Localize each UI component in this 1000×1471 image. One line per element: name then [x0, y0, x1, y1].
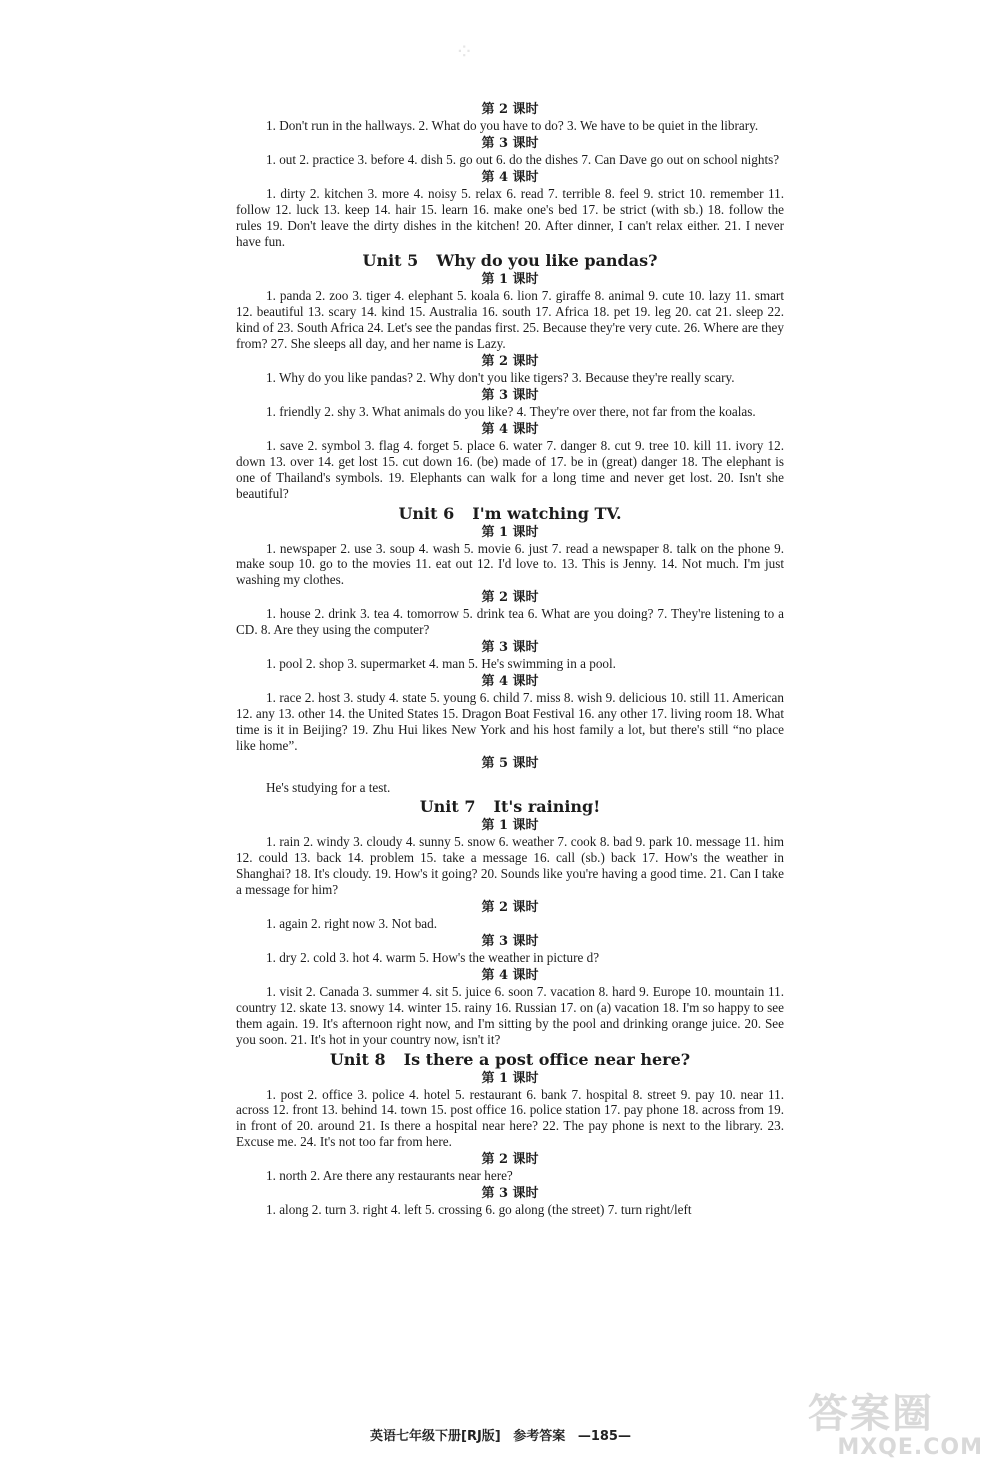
watermark-logo-text: 答案圈	[808, 1391, 934, 1437]
answer-text: 1. out 2. practice 3. before 4. dish 5. go out 6. do the dishes 7. Can Dave go out on school nights?	[266, 151, 780, 167]
footer-label: 参考答案	[513, 1429, 566, 1444]
lesson-heading: 第 3 课时	[481, 1186, 539, 1202]
lesson-heading: 第 4 课时	[481, 169, 539, 185]
answer-text: 1. visit 2. Canada 3. summer 4. sit 5. juice 6. soon 7. vacation 8. hard 9. Europe 10. mountain 11. country 12. skate 13. snowy 14. winter 15. rainy 16. Russian 17. on (a) vacation 18. I'm so happy to see them again. 19. It's afternoon right now, and I'm sitting by the pool and drinking orange juice. 20. See you soon. 21. It's hot in your country now, isn't it?	[236, 983, 784, 1047]
lesson-heading: 第 4 课时	[481, 673, 539, 689]
faint-stamp-mark: ⁘	[455, 40, 474, 65]
answer-text: 1. race 2. host 3. study 4. state 5. young 6. child 7. miss 8. wish 9. delicious 10. still 11. American 12. any 13. other 14. the United States 15. Dragon Boat Festival 16. any other 17. living room 18. What time is it in Beijing? 19. Zhu Hui likes New York and his host family a lot, but there's still “no place like home”.	[236, 689, 784, 753]
lesson-heading: 第 3 课时	[481, 387, 539, 403]
lesson-heading: 第 2 课时	[481, 590, 539, 606]
lesson-heading: 第 4 课时	[481, 421, 539, 437]
answer-text: 1. rain 2. windy 3. cloudy 4. sunny 5. snow 6. weather 7. cook 8. bad 9. park 10. message 11. him 12. could 13. back 14. problem 15. take a message 16. call (sb.) back 17. How's the weather in Shanghai? 18. It's cloudy. 19. How's it going? 20. Sounds like you're having a good time. 21. Can I take a message for him?	[236, 834, 784, 898]
page-footer	[370, 1425, 639, 1444]
answer-text: 1. newspaper 2. use 3. soup 4. wash 5. movie 6. just 7. read a newspaper 8. talk on the phone 9. make soup 10. go to the movies 11. eat out 12. I'd love to. 13. This is Jenny. 14. Not much. I'm just washing my clothes.	[236, 540, 784, 588]
answer-text: 1. house 2. drink 3. tea 4. tomorrow 5. drink tea 6. What are you doing? 7. They're listening to a CD. 8. Are they using the computer?	[236, 606, 784, 638]
unit-heading	[236, 798, 784, 816]
answer-text: 1. Why do you like pandas? 2. Why don't you like tigers? 3. Because they're really scary.	[266, 370, 735, 386]
lesson-heading: 第 4 课时	[481, 967, 539, 983]
lesson-heading: 第 1 课时	[481, 272, 539, 288]
unit-number: Unit 8	[329, 1049, 386, 1069]
unit-title: It's raining!	[493, 797, 601, 817]
unit-title: Is there a post office near here?	[403, 1049, 691, 1069]
unit-number: Unit 6	[398, 503, 455, 523]
footer-book-title: 英语七年级下册[RJ版]	[370, 1429, 501, 1444]
answer-text: 1. north 2. Are there any restaurants near here?	[266, 1168, 513, 1184]
lesson-heading: 第 2 课时	[481, 1152, 539, 1168]
answer-text: 1. Don't run in the hallways. 2. What do you have to do? 3. We have to be quiet in the library.	[266, 118, 759, 133]
lesson-heading: 第 1 课时	[481, 818, 539, 834]
answer-text: 1. friendly 2. shy 3. What animals do you like? 4. They're over there, not far from the koalas.	[266, 403, 756, 419]
answer-text: 1. panda 2. zoo 3. tiger 4. elephant 5. koala 6. lion 7. giraffe 8. animal 9. cute 10. lazy 11. smart 12. beautiful 13. scary 14. kind 15. Australia 16. south 17. Africa 18. pet 19. leg 20. cat 21. sleep 22. kind of 23. South Africa 24. Let's see the pandas first. 25. Because they're very cute. 26. Where are they from? 27. She sleeps all day, and her name is Lazy.	[236, 288, 784, 352]
answer-text: 1. dirty 2. kitchen 3. more 4. noisy 5. relax 6. read 7. terrible 8. feel 9. strict 10. remember 11. follow 12. luck 13. keep 14. hair 15. learn 16. make one's bed 17. be strict (with sb.) 18. follow the rules 19. Don't leave the dirty dishes in the kitchen! 20. After dinner, I can't relax either. 21. I never have fun.	[236, 185, 784, 249]
unit-number: Unit 5	[362, 251, 419, 271]
watermark-logo	[808, 1392, 983, 1464]
unit-title: Why do you like pandas?	[436, 251, 658, 271]
lesson-heading: 第 2 课时	[481, 102, 539, 117]
answer-text: 1. pool 2. shop 3. supermarket 4. man 5. He's swimming in a pool.	[266, 656, 616, 672]
lesson-heading: 第 1 课时	[481, 524, 539, 540]
lesson-heading: 第 1 课时	[481, 1070, 539, 1086]
lesson-heading: 第 5 课时	[481, 755, 539, 771]
answer-content	[236, 100, 784, 1218]
lesson-heading: 第 3 课时	[481, 934, 539, 949]
answer-text: 1. post 2. office 3. police 4. hotel 5. restaurant 6. bank 7. hospital 8. street 9. pay 10. near 11. across 12. front 13. behind 14. town 15. post office 16. police station 17. pay phone 18. across from 19. in front of 20. around 21. Is there a hospital near here? 22. The pay phone is next to the library. 23. Excuse me. 24. It's not too far from here.	[236, 1086, 784, 1150]
answer-text: 1. dry 2. cold 3. hot 4. warm 5. How's the weather in picture d?	[266, 950, 600, 965]
unit-heading	[236, 1051, 784, 1069]
unit-heading	[236, 505, 784, 523]
answer-text: 1. again 2. right now 3. Not bad.	[266, 916, 438, 932]
answer-text: He's studying for a test.	[266, 779, 391, 795]
unit-heading	[236, 252, 784, 270]
lesson-heading: 第 3 课时	[481, 135, 539, 151]
lesson-heading: 第 2 课时	[481, 354, 539, 370]
lesson-heading: 第 3 课时	[481, 640, 539, 656]
watermark-url: MXQE.COM	[837, 1435, 983, 1460]
unit-number: Unit 7	[419, 797, 476, 817]
answer-text: 1. save 2. symbol 3. flag 4. forget 5. place 6. water 7. danger 8. cut 9. tree 10. kill 11. ivory 12. down 13. over 14. get lost 15. cut down 16. (be) made of 17. be in (great) danger 18. The elephant is one of Thailand's symbols. 19. Elephants can walk for a long time and never get lost. 20. Isn't she beautiful?	[236, 437, 784, 501]
answer-text: 1. along 2. turn 3. right 4. left 5. crossing 6. go along (the street) 7. turn right/left	[266, 1202, 692, 1218]
lesson-heading: 第 2 课时	[481, 900, 539, 916]
unit-title: I'm watching TV.	[472, 503, 622, 523]
footer-page-number: —185—	[577, 1429, 631, 1444]
